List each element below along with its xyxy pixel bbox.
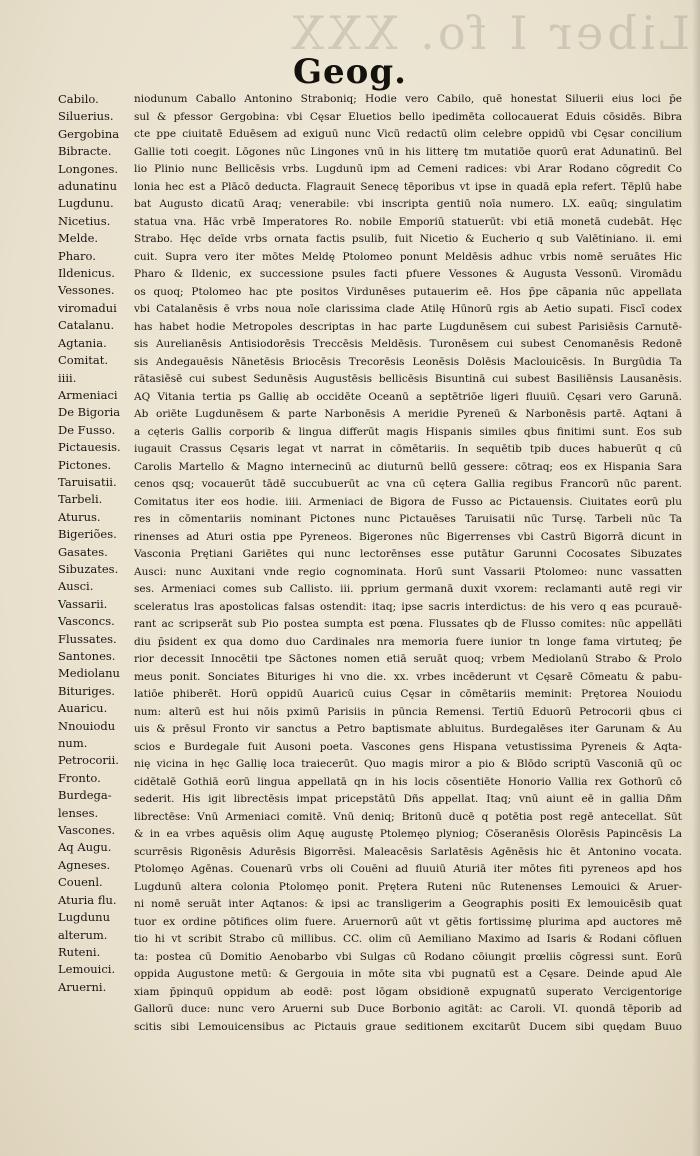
- text-line: sederit. His igit librectēsis impat pricepstātū Dñs appellat. Itaq; vnū aiunt eē in gallia Dñm: [134, 793, 682, 805]
- text-line: num: alterū est hui nōis pximū Parisiis in pūncia Remensi. Tertiū Eduorū Petrocorii qbus ci: [134, 705, 682, 718]
- marginal-note: Vessones.: [58, 283, 115, 298]
- marginal-note: Pharo.: [58, 248, 96, 263]
- text-line: librectēse: Vnū Armeniaci comitē. Vnū deniq; Britonū ducē q potētia post regē antecellat. Sūt: [134, 810, 682, 823]
- text-line: cuit. Supra vero iter mōtes Meldę Ptolomeo ponunt Meldēsis adhuc vrbis nomē seruātes Hic: [134, 250, 682, 263]
- marginal-note: De Fusso.: [58, 422, 116, 437]
- text-line: Vasconia Prętiani Gariētes qui nunc lectorēnses esse putātur Garunni Cocosates Sibuzates: [134, 548, 682, 560]
- marginal-note: Catalanu.: [58, 318, 115, 333]
- marginal-note: lenses.: [58, 805, 99, 820]
- text-line: os quoq; Ptolomeo hac pte positos Virdunēses putauerim eē. Hos p̄pe cāpania nūc appellata: [134, 285, 682, 298]
- marginal-note: Lugdunu: [58, 910, 110, 925]
- marginal-note: Nicetius.: [58, 213, 111, 228]
- text-line: ta: postea cū Domitio Aenobarbo vbi Sulgas cū Rodano cōiungit prœliis cōgressi sunt. Eorū: [134, 950, 682, 963]
- text-line: nię vicina in hęc Gallię loca traiecerūt. Quo magis miror a pio & Blōdo scriptū Vasconiā qū oc: [134, 758, 682, 770]
- marginal-note: adunatinu: [58, 179, 117, 194]
- text-line: rātasiēsē cui subest Sedunēsis Augustēsis bellicēsis Bisuntinā cui subest Basiliēnsis Lausanēsis.: [134, 373, 682, 385]
- marginal-note: Santones.: [58, 649, 116, 663]
- marginal-note: Petrocorii.: [58, 753, 119, 768]
- marginal-note: Agtania.: [58, 335, 107, 350]
- text-line: Carolis Martello & Magno internecinū ac diuturnū bellū gessere: cōtraq; eos ex Hispania Sara: [134, 460, 682, 473]
- text-line: sis Andegauēsis Nānetēsis Briocēsis Trecorēsis Leonēsis Dolēsis Maclouicēsis. In Burgūdia Ta: [134, 355, 682, 368]
- marginal-note: Nnouiodu: [58, 718, 116, 733]
- text-line: has habet hodie Metropoles descriptas in hac parte Lugdunēsem cui subest Parisiēsis Carnutē-: [134, 320, 682, 333]
- marginal-note: Bibracte.: [58, 144, 112, 159]
- text-line: cte ppe ciuitatē Eduēsem ad exiguū nunc Vicū redactū olim celebre oppidū vbi Cęsar concilium: [134, 128, 682, 140]
- text-line: meus ponit. Sonciates Bituriges hi vno die. xx. vrbes incēderunt vt Cęsarē Cōmeatu & pabu-: [134, 670, 682, 683]
- text-line: Lugdunū altera colonia Ptolomęo ponit. Prętera Ruteni nūc Rutenenses Lemouici & Aruer-: [134, 880, 682, 893]
- page-edge-shadow: [692, 0, 700, 1156]
- marginal-note: Pictones.: [58, 457, 112, 472]
- text-line: cidētalē Gothiā eorū lingua appellatā qn in his locis cōsentiēte Honorio Vallia rex Gothorū cō: [134, 775, 682, 788]
- text-line: tuor ex ordine pōtifices olim fuere. Aruernorū aūt vt gētis fortissimę plurima apd auctores mē: [134, 915, 682, 928]
- text-line: scios e Burdegale fuit Ausoni poeta. Vascones gens Hispana vetustissima Pyreneis & Aqta-: [134, 740, 682, 753]
- marginal-note: Aturia flu.: [58, 892, 117, 907]
- marginal-note: Agneses.: [58, 857, 111, 872]
- marginal-note: Lugdunu.: [58, 196, 114, 211]
- marginal-note: Sibuzates.: [58, 561, 119, 576]
- body-text: [134, 91, 682, 1036]
- marginal-note: Aq Augu.: [58, 840, 112, 855]
- text-line: bat Augusto dicatū Araq; venerabile: vbi inscripta gentiū noīa numero. LX. eaūq; singulatim: [134, 198, 682, 210]
- marginal-note: Cabilo.: [58, 92, 99, 106]
- marginal-note: Couenl.: [58, 875, 103, 890]
- text-line: Ausci: nunc Auxitani vnde regio cognominata. Horū sunt Vassarii Ptolomeo: nunc vassatten: [134, 565, 682, 578]
- running-header: Geog.: [293, 52, 407, 92]
- text-line: Ptolomęo Agēnas. Couenarū vrbs oli Couēni ad fluuiū Aturiā iter mōtes fiti pyreneos apd hos: [134, 863, 682, 875]
- marginalia-column: [58, 91, 128, 996]
- text-line: Ab oriēte Lugdunēsem & parte Narbonēsis A meridie Pyreneū & Narbonēsis partē. Aqtani ā: [134, 408, 682, 420]
- text-line: latiōe phiberēt. Horū oppidū Auaricū cuius Cęsar in cōmētariis meminit: Prętorea Nouiodu: [134, 688, 682, 700]
- text-line: scurrēsis Rigonēsis Adurēsis Bigorrēsi. Maleacēsis Sarlatēsis Agēnēsis hic ēt Antonino vocata.: [134, 845, 682, 858]
- marginal-note: Gasates.: [58, 544, 108, 559]
- text-line: oppida Augustone metū: & Gergouia in mōte sita vbi pugnatū est a Cęsare. Deinde apud Ale: [134, 968, 682, 980]
- text-line: AQ Vitania tertia ps Gallię ab occidēte Oceanū a septētriōe ligeri fluuiū. Cęsari vero Garunā.: [134, 390, 682, 403]
- text-line: iugauit Crassus Cęsaris legat vt narrat in cōmētariis. In sequētib tpib duces habuerūt q cū: [134, 443, 682, 455]
- marginal-note: Longones.: [58, 161, 119, 176]
- text-line: xiam p̄pinquū oppidum ab eodē: post lōgam obsidionē expugnatū superato Vercigentorige: [134, 985, 682, 998]
- marginal-note: Mediolanu: [58, 666, 120, 681]
- marginal-note: Aruerni.: [58, 979, 107, 994]
- marginal-note: Fronto.: [58, 770, 101, 785]
- text-line: res in cōmentariis nominant Pictones nunc Pictauēses Taruisatii nūc Tursę. Tarbeli nūc Ta: [134, 513, 682, 525]
- marginal-note: Siluerius.: [58, 109, 114, 124]
- marginal-note: viromadui: [58, 300, 117, 315]
- marginal-note: alterum.: [58, 927, 108, 942]
- marginal-note: Bigeriões.: [58, 527, 117, 542]
- text-line: sceleratus lras apostolicas falsas ostendit: itaq; ipse sacris interdictus: de his vero q eas pcurauē-: [134, 600, 682, 613]
- text-line: a cęteris Gallis corporib & lingua differūt magis Hispanis similes qbus finitimi sunt. Eos sub: [134, 425, 682, 438]
- marginal-note: Vasconcs.: [58, 614, 115, 629]
- text-line: niodunum Caballo Antonino Straboniq; Hodie vero Cabilo, quē honestat Siluerii eius loci p̄e: [134, 93, 682, 105]
- marginal-note: Burdega-: [58, 788, 112, 803]
- text-line: statua vna. Hāc vrbē Imperatores Ro. nobile Emporiū statuerūt: vbi etiā monetā cudebāt. Hęc: [134, 215, 682, 228]
- text-line: lonia hec est a Plācō deducta. Flagrauit Senecę tēporibus vt ipse in quadā epla refert. Tēplū habe: [134, 180, 682, 193]
- marginal-note: Vascones.: [58, 823, 116, 838]
- marginal-note: Ildenicus.: [58, 266, 115, 281]
- bleed-through-text: Liber I fo. XXX: [287, 6, 690, 60]
- marginal-note: Pictauesis.: [58, 440, 121, 455]
- marginal-note: Aturus.: [58, 509, 101, 524]
- text-line: & in ea vrbes aquēsis olim Aquę augustę Ptolemęo plyniog; Cōseranēsis Olorēsis Papincēsis La: [134, 828, 682, 840]
- marginal-note: Armeniaci: [58, 387, 118, 402]
- text-line: sul & pfessor Gergobina: vbi Cęsar Eluetios bello ipedimēta collocauerat Eduis cōsidēs. Bibra: [134, 110, 682, 123]
- marginal-note: Tarbeli.: [58, 492, 103, 507]
- text-line: Pharo & Ildenic, ex successione psules facti pfuere Vessones & Augusta Vessonū. Viromādu: [134, 268, 682, 280]
- text-line: vbi Catalanēsis ē vrbs noua noīe clarissima clade Atilę Hūnorū rgis ab Aetio supati. Fiscī codex: [134, 303, 682, 315]
- marginal-note: Flussates.: [58, 631, 117, 646]
- marginal-note: Comitat.: [58, 353, 109, 368]
- marginal-note: Gergobina: [58, 126, 120, 141]
- marginal-note: Ausci.: [58, 579, 94, 594]
- text-line: diu p̄sident ex qua domo duo Cardinales nra memoria fuere iunior tn longe fama virtuteq; p̄e: [134, 635, 682, 648]
- marginal-note: De Bigoria: [58, 405, 121, 420]
- marginal-note: num.: [58, 736, 88, 751]
- marginal-note: iiii.: [58, 370, 77, 385]
- text-line: Gallie toti coegit. Lōgones nūc Lingones vnū in his litterę tm mutatiōe quorū erat Adunatinū. Bel: [134, 145, 682, 158]
- text-line: lio Plinio nunc Bellicēsis vrbs. Lugdunū ipm ad Cemeni radices: vbi Arar Rodano cōgredit Co: [134, 163, 682, 175]
- marginal-note: Vassarii.: [58, 596, 108, 611]
- marginal-note: Bituriges.: [58, 683, 116, 698]
- text-line: rant ac scripserāt sub Pio postea sumpta est pœna. Flussates qb de Flusso comites: nūc appellāti: [134, 618, 682, 630]
- text-line: Gallorū duce: nunc vero Aruerni sub Duce Borbonio agitāt: ac Caroli. VI. quondā tēporib ad: [134, 1003, 682, 1015]
- marginal-note: Melde.: [58, 231, 99, 246]
- marginal-note: Taruisatii.: [58, 474, 117, 489]
- marginal-note: Auaricu.: [58, 701, 108, 716]
- text-line: rior decessit Innocētii tpe Sāctones nomen etiā seruāt quoq; vrbem Mediolanū Strabo & Prolo: [134, 653, 682, 665]
- text-line: ni nomē seruāt inter Aqtanos: & ipsi ac transligerim a Geographis positi Ex lemouicēsib quat: [134, 898, 682, 910]
- text-line: tio hi vt scribit Strabo cū millibus. CC. olim cū Aemiliano Maximo ad Isaris & Rodani cōfluen: [134, 933, 682, 945]
- text-line: cenos qsq; vocauerūt tādē succubuerūt ac vna cū cętera Gallia regibus Francorū nūc parent.: [134, 478, 682, 490]
- marginal-note: Ruteni.: [58, 944, 101, 959]
- text-line: Comitatus iter eos hodie. iiii. Armeniaci de Bigora de Fusso ac Pictauensis. Ciuitates eorū plu: [134, 495, 682, 508]
- text-line: sis Aurelianēsis Antisiodorēsis Treccēsis Meldēsis. Turonēsem cui subest Cenomanēsis Redonē: [134, 338, 682, 350]
- text-line: ses. Armeniaci comes sub Callisto. iii. pprium germanā duxit vxorem: reclamanti autē regi vir: [134, 583, 682, 595]
- text-line: scitis sibi Lemouicensibus ac Pictauis graue seditionem excitarūt Ducem sibi quędam Buuo: [134, 1020, 682, 1033]
- text-line: Strabo. Hęc deīde vrbs ornata factis psulib, fuit Nicetio & Eucherio q sub Valētiniano. ii. emi: [134, 233, 682, 245]
- text-line: uis & prēsul Fronto vir sanctus a Petro baptismate abluitus. Burdegalēses iter Garunam & Au: [134, 723, 682, 735]
- text-line: rinenses ad Aturi ostia ppe Pyreneos. Bigerones nūc Bigerrenses vbi Castrū Bigorrā dicunt in: [134, 530, 682, 543]
- marginal-note: Lemouici.: [58, 962, 116, 977]
